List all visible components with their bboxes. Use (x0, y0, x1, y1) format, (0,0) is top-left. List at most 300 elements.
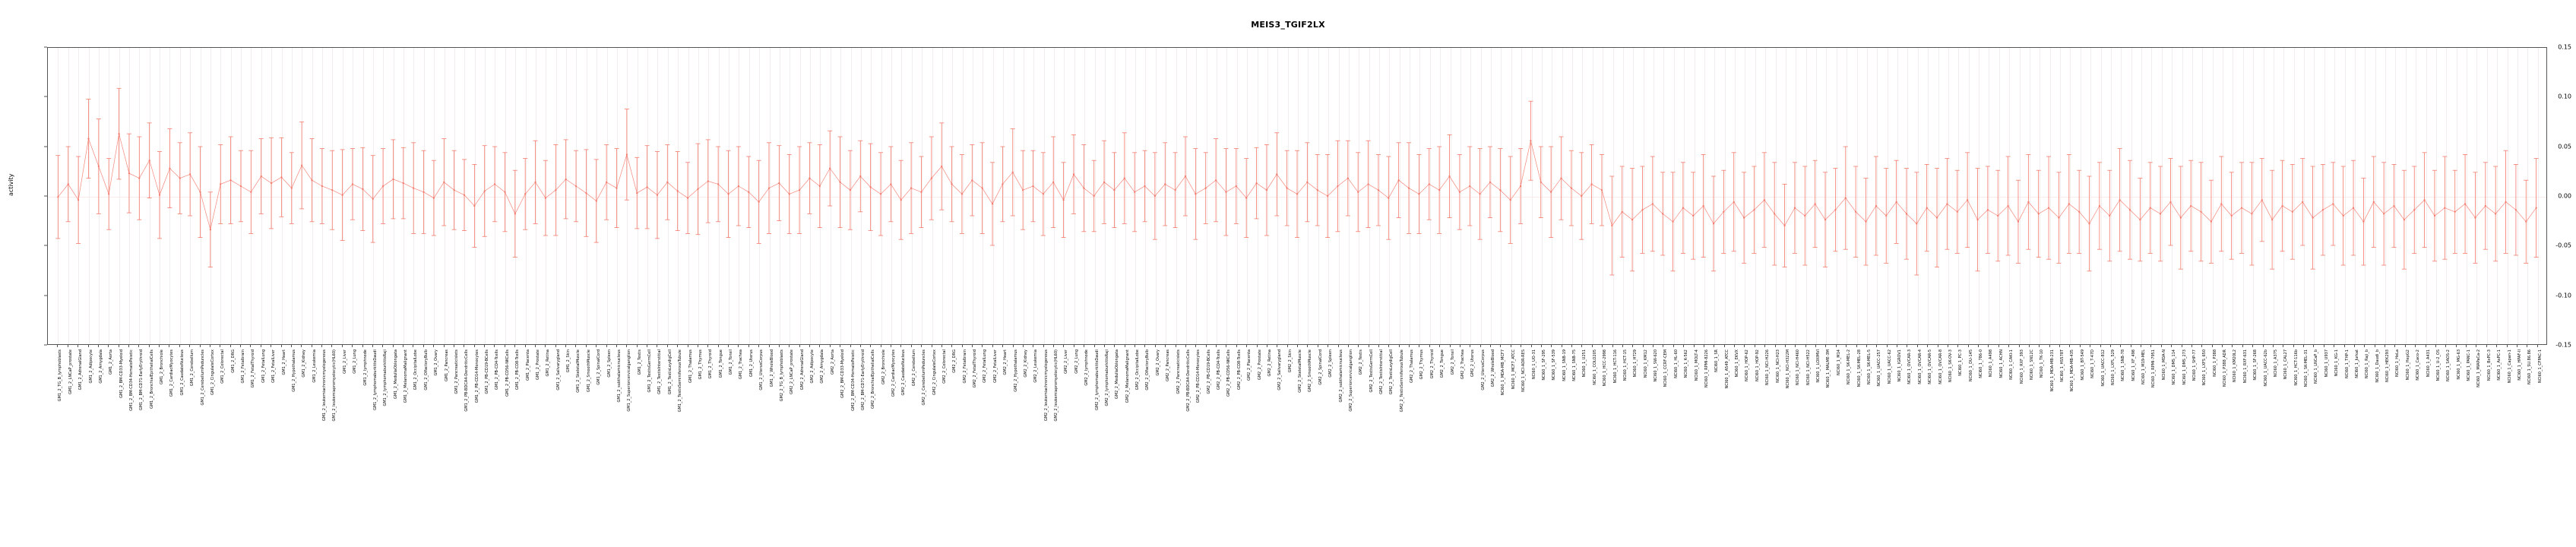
x-tick-label: NCI60_1_UACC-812 (2100, 349, 2106, 387)
x-tick-mark (1795, 345, 1796, 347)
x-tick-label: NCI60_1_NCI-H226 (1765, 349, 1771, 386)
x-tick-label: NCI60_1_SK-OV-3 (1948, 349, 1953, 383)
x-tick-label: GM2_2_Hypothalamus (1013, 349, 1018, 392)
x-tick-mark (2069, 345, 2070, 347)
x-tick-mark (738, 345, 739, 347)
x-tick-label: GM1_2_CardiacMyocytes (169, 349, 175, 397)
x-tick-label: GM2_2_Uterus (1470, 349, 1476, 378)
x-tick-mark (1399, 345, 1400, 347)
x-tick-label: NCI60_1_HPAF-II (2517, 349, 2522, 381)
x-tick-label: GM1_2_Thymus (698, 349, 703, 380)
x-tick-label: NCI60_1_EKVX (1735, 349, 1740, 378)
x-tick-mark (1785, 345, 1786, 347)
x-tick-label: GM2_2_MedullaOblongata (1115, 349, 1120, 400)
data-series (48, 48, 2546, 344)
x-tick-mark (281, 345, 282, 347)
x-tick-label: GM2_2_Tongue (1440, 349, 1445, 378)
x-tick-label: NCI60_1_COLO205 (1592, 349, 1597, 385)
y-tick-label: -0.10 (2555, 292, 2571, 299)
x-tick-label: GM2_2_Cerebellum (911, 349, 916, 387)
x-tick-label: NCI60_1_Caco-2 (2416, 349, 2421, 381)
x-tick-mark (1185, 345, 1186, 347)
x-tick-mark (2242, 345, 2243, 347)
y-tick-label: 0.00 (2558, 192, 2571, 200)
x-tick-mark (2100, 345, 2101, 347)
x-tick-mark (1195, 345, 1196, 347)
x-tick-mark (545, 345, 546, 347)
chart-title: MEIS3_TGIF2LX (1251, 20, 1325, 30)
x-tick-label: GM1_2_Prostate (535, 349, 540, 381)
x-tick-mark (1592, 345, 1593, 347)
x-tick-mark (514, 345, 515, 347)
x-tick-label: GM1_2_Heart (281, 349, 286, 375)
x-tick-label: NCI60_1_RPMI-8226 (1704, 349, 1709, 388)
x-tick-mark (250, 345, 251, 347)
x-tick-label: NCI60_1_UACC-62 (1887, 349, 1892, 384)
x-tick-mark (616, 345, 617, 347)
x-tick-label: NCI60_1_HOP-62 (1745, 349, 1750, 382)
x-tick-mark (342, 345, 343, 347)
x-tick-label: GM1_2_Fetalbrain (241, 349, 246, 384)
x-tick-mark (1856, 345, 1857, 347)
x-tick-label: GM1_2_BM-CD33-Myeloid (119, 349, 124, 398)
y-tick-label: -0.05 (2555, 242, 2571, 249)
x-tick-mark (301, 345, 302, 347)
x-tick-label: NCI60_1_XF_498 (2131, 349, 2136, 381)
x-tick-label: GM1_2_SmoothMuscle (586, 349, 591, 393)
x-tick-mark (1815, 345, 1816, 347)
x-tick-label: NCI60_1_SF-539 (1552, 349, 1557, 381)
x-tick-mark (1581, 345, 1582, 347)
x-tick-mark (2507, 345, 2508, 347)
x-tick-mark (2252, 345, 2253, 347)
x-tick-label: GM1_2_PB-CD14-Monocytes (474, 349, 479, 403)
x-tick-mark (769, 345, 770, 347)
x-tick-label: NCI60_1_M14 (1836, 349, 1841, 375)
x-tick-mark (2110, 345, 2111, 347)
x-tick-label: NCI60_1_CFPAC-1 (2537, 349, 2543, 384)
x-tick-mark (677, 345, 678, 347)
x-tick-label: GM1_2_Testis (637, 349, 642, 375)
x-tick-label: NCI60_1_SF-268 (2253, 349, 2258, 381)
x-tick-mark (911, 345, 912, 347)
x-tick-label: GM1_2_Thalamus (688, 349, 693, 383)
x-tick-mark (667, 345, 668, 347)
x-tick-label: GM1_2_PB-BDCA4-DendriticCells (464, 349, 470, 412)
x-tick-label: NCI60_1_A549_ATCC (1724, 349, 1729, 389)
x-tick-mark (1724, 345, 1725, 347)
x-tick-label: GM2_2_PB-CD8-Tcells (1236, 349, 1242, 390)
x-tick-mark (2405, 345, 2406, 347)
x-tick-mark (1144, 345, 1145, 347)
x-tick-label: GM1_2_Trachea (739, 349, 744, 380)
x-tick-label: GM2_2_Heart (1003, 349, 1008, 375)
x-tick-mark (1439, 345, 1440, 347)
x-tick-mark (321, 345, 322, 347)
x-tick-label: GM2_2_Skin (1287, 349, 1293, 373)
x-tick-mark (240, 345, 241, 347)
x-tick-mark (1917, 345, 1918, 347)
x-tick-label: GM1_2_TestisSeminiferousTubule (678, 349, 683, 413)
x-tick-label: NCI60_1_CCRF-CEM (1663, 349, 1669, 387)
x-tick-label: NCI60_1_HCC-2998 (1603, 349, 1608, 387)
x-tick-mark (2354, 345, 2355, 347)
x-tick-label: NCI60_1_MDA-MB-231 (2049, 349, 2055, 392)
x-tick-label: NCI60_1_BT-549 (2080, 349, 2085, 381)
x-tick-label: GM2_2_CardiacMyocytes (891, 349, 897, 397)
x-tick-label: NCI60_1_LXFS_650 (2202, 349, 2207, 386)
x-tick-mark (2201, 345, 2202, 347)
x-tick-mark (2150, 345, 2151, 347)
x-tick-mark (900, 345, 901, 347)
x-tick-label: NCI60_1_SU.86.86 (2527, 349, 2533, 384)
x-tick-label: NCI60_1_A498 (1989, 349, 1994, 378)
x-tick-mark (382, 345, 383, 347)
x-tick-mark (1409, 345, 1410, 347)
x-tick-label: NCI60_1_HT29 (1633, 349, 1638, 378)
x-tick-label: GM1_2_SkeletalMuscle (576, 349, 581, 393)
x-tick-mark (1500, 345, 1501, 347)
x-tick-mark (1216, 345, 1217, 347)
x-tick-label: NCI60_1_UO-31 (1531, 349, 1536, 380)
x-tick-mark (789, 345, 790, 347)
x-tick-mark (1094, 345, 1095, 347)
x-tick-label: GM2_2_Testis (1359, 349, 1364, 375)
x-tick-label: NCI60_1_IGROV1 (1897, 349, 1903, 382)
x-tick-label: GM2_2_leukemiapromyelocytic(HL60) (1054, 349, 1059, 422)
y-tick-label: 0.05 (2558, 143, 2571, 150)
x-tick-mark (972, 345, 973, 347)
x-tick-mark (830, 345, 831, 347)
x-tick-label: GM2_2_MelanomaMalignant (1125, 349, 1130, 403)
x-tick-label: NCI60_1_NCI-H322M (1785, 349, 1790, 389)
x-tick-label: GM2_2_OccipitalLobe (1135, 349, 1141, 390)
x-tick-label: GM2_2_Thalamus (1410, 349, 1415, 383)
x-tick-label: GM2_2_Ovary (1155, 349, 1160, 376)
x-tick-label: GM2_2_leukemiachronicmyelogenous (1043, 349, 1049, 422)
x-tick-label: GM2_2_TestisSeminiferousTubule (1399, 349, 1404, 413)
x-tick-label: GM1_2_PB-CD19-BCells (485, 349, 490, 394)
x-tick-label: GM1_2_leukemiapromyelocytic(HL60) (332, 349, 337, 422)
x-tick-mark (2303, 345, 2304, 347)
x-tick-label: GM1_2_TestisLeydigCell (667, 349, 672, 395)
x-tick-label: NCI60_1_MDA-MB_MCF7 (1501, 349, 1506, 396)
x-tick-label: GM2_2_Pancreas (1166, 349, 1171, 382)
x-tick-mark (1957, 345, 1958, 347)
x-tick-mark (2313, 345, 2314, 347)
x-tick-mark (2486, 345, 2487, 347)
x-tick-mark (2364, 345, 2365, 347)
x-tick-mark (1043, 345, 1044, 347)
x-tick-mark (1673, 345, 1674, 347)
x-tick-label: GM1_2_Adipocyte (88, 349, 93, 384)
x-tick-label: NCI60_1_HeLa (2395, 349, 2400, 377)
x-tick-label: GM1_2_OccipitalLobe (413, 349, 419, 390)
x-tick-mark (1643, 345, 1644, 347)
x-tick-mark (393, 345, 394, 347)
y-tick-label: 0.10 (2558, 93, 2571, 100)
x-tick-mark (535, 345, 536, 347)
y-tick-label: 0.15 (2558, 43, 2571, 51)
x-tick-label: NCI60_1_SR (1714, 349, 1720, 372)
x-tick-label: GM2_2_Salivarygland (1277, 349, 1283, 390)
x-tick-mark (444, 345, 445, 347)
x-tick-mark (2120, 345, 2121, 347)
x-tick-mark (1531, 345, 1532, 347)
x-tick-mark (1612, 345, 1613, 347)
y-axis-label: activity (8, 173, 14, 196)
x-tick-label: GM2_2_BM-CD33-Myeloid (840, 349, 846, 398)
x-tick-mark (565, 345, 566, 347)
x-tick-mark (149, 345, 150, 347)
x-tick-mark (850, 345, 851, 347)
x-tick-label: GM1_2_lymphomaburkittsRaji (383, 349, 388, 406)
x-tick-label: NCI60_1_AsPC-1 (2497, 349, 2502, 381)
x-tick-label: GM1_2_TestisGermCell (647, 349, 653, 393)
x-tick-mark (352, 345, 353, 347)
x-tick-mark (1165, 345, 1166, 347)
x-tick-label: GM2_2_LNCaP_prostate (790, 349, 795, 394)
x-tick-label: NCI60_1_OVCAR-3 (1907, 349, 1913, 384)
x-tick-mark (1013, 345, 1014, 347)
x-tick-mark (626, 345, 627, 347)
x-tick-label: NCI60_1_OVCAR-8 (1938, 349, 1943, 384)
x-tick-mark (2496, 345, 2497, 347)
x-tick-mark (1683, 345, 1684, 347)
x-tick-label: NCI60_1_PANC-1 (2467, 349, 2471, 381)
x-tick-label: NCI60_1_NCI-H522 (1805, 349, 1811, 386)
x-tick-label: NCI60_1_NCI-H23 (1775, 349, 1780, 383)
x-tick-mark (159, 345, 160, 347)
x-tick-mark (2293, 345, 2294, 347)
x-tick-label: NCI60_1_SNB-78 (2121, 349, 2126, 381)
x-tick-label: GM2_2_lymphnode (1084, 349, 1090, 386)
x-tick-mark (758, 345, 759, 347)
x-tick-mark (586, 345, 587, 347)
x-tick-label: NCI60_1_786-0 (1979, 349, 1984, 378)
x-tick-label: GM2_2_Superiorcervicalganglion (1348, 349, 1353, 412)
x-tick-label: GM2_2_Amygdala (820, 349, 825, 384)
x-tick-label: GM2_2_Aorta (830, 349, 835, 375)
x-tick-mark (1551, 345, 1552, 347)
x-tick-label: GM1_2_Amygdala (98, 349, 103, 384)
x-tick-mark (1541, 345, 1542, 347)
x-tick-mark (1388, 345, 1389, 347)
x-tick-label: GM1_2_BM-CD34-HematoPoietic (128, 349, 134, 411)
x-tick-label: GM2_2_FetalThyroid (973, 349, 978, 388)
x-tick-mark (941, 345, 942, 347)
x-tick-label: GM2_2_lymphomaburkittsDaudi (1094, 349, 1100, 410)
x-tick-label: GM1_2_BM-CD71-EarlyErythroid (139, 349, 144, 411)
x-tick-mark (372, 345, 373, 347)
x-tick-label: NCI60_1_NCI-H460 (1796, 349, 1801, 386)
x-tick-label: GM1_2_LNCaP_prostate (68, 349, 73, 394)
x-tick-label: NCI60_1_DU-145 (1968, 349, 1973, 382)
x-tick-label: GM2_2_Adipocyte (810, 349, 815, 384)
x-tick-label: GM1_2_leukemiachronicmyelogenous (322, 349, 328, 422)
x-tick-label: NCI60_1_HOP-92 (1755, 349, 1760, 382)
x-tick-label: GM1_2_Colorectal (220, 349, 226, 384)
x-tick-label: GM2_2_Retina (1267, 349, 1272, 377)
x-tick-label: NCI60_1_DMS_273 (2182, 349, 2187, 385)
x-tick-mark (1988, 345, 1989, 347)
x-tick-label: GM1_2_UterusCorpus (759, 349, 764, 390)
x-tick-mark (189, 345, 190, 347)
x-tick-label: NCI60_1_P388 (2212, 349, 2217, 377)
x-tick-mark (1653, 345, 1654, 347)
x-tick-label: NCI60_1_THP-1 (2344, 349, 2350, 378)
x-tick-label: GM2_2_PB-CD4-Tcells (1217, 349, 1221, 390)
x-tick-label: NCI60_1_HS578T (2060, 349, 2065, 382)
x-tick-label: GM2_2_lymphomaburkittsRaji (1104, 349, 1109, 406)
x-tick-label: GM2_2_Bronchiole (881, 349, 886, 384)
x-tick-mark (88, 345, 89, 347)
x-tick-label: GM1_2_WholeBlood (769, 349, 774, 387)
x-tick-label: NCI60_1_P388_ADR (2223, 349, 2228, 387)
x-tick-label: NCI60_1_HEK293 (2385, 349, 2391, 382)
x-tick-label: NCI60_1_U937 (2324, 349, 2329, 378)
x-tick-label: NCI60_1_MALME-3M (1826, 349, 1831, 388)
x-tick-mark (1114, 345, 1115, 347)
x-tick-label: GM2_2_BM-CD34-HematoPoietic (850, 349, 856, 411)
x-tick-label: GM1_2_SpinalCord (597, 349, 602, 385)
x-tick-label: GM2_2_Thymus (1419, 349, 1425, 380)
x-tick-mark (1622, 345, 1623, 347)
x-tick-label: GM2_2_CaudateNucleus (901, 349, 907, 396)
x-tick-mark (2466, 345, 2467, 347)
x-tick-mark (2029, 345, 2030, 347)
x-tick-label: NCI60_1_RXF_393 (2019, 349, 2024, 384)
x-tick-label: NCI60_1_SN12C (2029, 349, 2034, 381)
x-tick-mark (2212, 345, 2213, 347)
x-tick-mark (1053, 345, 1054, 347)
x-tick-label: GM1_2_FetalThyroid (251, 349, 256, 388)
x-tick-label: GM2_2_CingulateCortex (932, 349, 937, 395)
x-tick-label: NCI60_1_PC-3 (1958, 349, 1964, 376)
x-tick-mark (1338, 345, 1339, 347)
x-tick-label: GM1_2_subthalamicnucleus (616, 349, 622, 403)
x-tick-label: GM1_2_Spleen (606, 349, 612, 378)
x-tick-mark (962, 345, 963, 347)
x-tick-label: GM2_2_SkeletalMuscle (1298, 349, 1302, 393)
x-tick-label: NCI60_1_LNCaP_b (2314, 349, 2319, 384)
x-tick-mark (1927, 345, 1928, 347)
x-tick-label: GM1_2_OlfactoryBulb (423, 349, 429, 390)
x-tick-label: GM2_2_AdrenalGland (799, 349, 805, 390)
x-tick-mark (575, 345, 576, 347)
x-tick-label: NCI60_1_A431 (2426, 349, 2431, 378)
x-tick-label: NCI60_1_A375 (2273, 349, 2278, 378)
x-tick-mark (1846, 345, 1847, 347)
x-tick-label: GM2_2_CerebellumPeduncles (922, 349, 927, 406)
x-tick-label: GM1_2_FetalLung (261, 349, 266, 383)
x-tick-label: GM2_2_BM-CD71-EarlyErythroid (860, 349, 866, 411)
x-tick-label: NCI60_1_SK-MEL-31 (2304, 349, 2309, 387)
x-tick-mark (748, 345, 749, 347)
x-tick-label: NCI60_1_SK-MEL-5 (1866, 349, 1872, 385)
x-tick-mark (1307, 345, 1308, 347)
x-tick-label: GM2_2_Spleen (1328, 349, 1334, 378)
x-tick-mark (1571, 345, 1572, 347)
x-tick-label: NCI60_1_SK-MEL-2 (1847, 349, 1852, 385)
x-tick-label: NCI60_1_SAOS-2 (2446, 349, 2451, 381)
x-tick-label: GM1_2_lymphnode (362, 349, 368, 386)
x-tick-label: GM2_2_TestisLeydigCell (1389, 349, 1394, 395)
x-tick-mark (1257, 345, 1258, 347)
x-tick-label: NCI60_1_Raji_b (2365, 349, 2370, 379)
x-tick-mark (200, 345, 201, 347)
x-tick-label: GM2_2_Lung (1074, 349, 1079, 374)
x-tick-mark (1287, 345, 1288, 347)
x-tick-label: NCI60_1_MOLT-4 (1694, 349, 1699, 381)
x-tick-mark (2394, 345, 2395, 347)
x-tick-mark (128, 345, 129, 347)
x-tick-mark (809, 345, 810, 347)
x-tick-mark (799, 345, 800, 347)
x-tick-mark (992, 345, 993, 347)
x-tick-mark (433, 345, 434, 347)
x-tick-label: GM1_2_Tongue (718, 349, 723, 378)
x-tick-mark (2537, 345, 2538, 347)
x-tick-mark (2445, 345, 2446, 347)
x-tick-label: GM2_2_WholeBlood (1491, 349, 1496, 387)
x-tick-label: GM2_2_Trachea (1460, 349, 1465, 380)
x-tick-label: NCI60_1_HL-60 (1673, 349, 1679, 378)
x-tick-mark (870, 345, 871, 347)
x-tick-label: NCI60_1_CAKI-1 (2009, 349, 2014, 380)
x-tick-label: NCI60_1_LOXIMVI (1816, 349, 1821, 383)
x-tick-label: NCI60_1_SK-MEL-28 (1856, 349, 1862, 387)
x-tick-label: GM2_2_UterusCorpus (1480, 349, 1486, 390)
x-tick-label: GM1_2_PB-CD4-Tcells (495, 349, 500, 390)
x-tick-label: GM1_2_Liver (342, 349, 347, 374)
x-tick-mark (2415, 345, 2416, 347)
x-tick-mark (1236, 345, 1237, 347)
x-tick-label: NCI60_1_U-2_OS (2435, 349, 2441, 381)
x-tick-label: GM1_2_Superiorcervicalganglion (627, 349, 632, 412)
x-tick-label: GM2_2_FetalLiver (992, 349, 998, 383)
x-tick-label: NCI60_1_HCT-15 (1622, 349, 1628, 381)
x-tick-mark (230, 345, 231, 347)
x-tick-mark (707, 345, 708, 347)
x-tick-label: NCI60_1_SNB-19 (1562, 349, 1567, 381)
x-tick-label: NCI60_1_NCI-ADR-RES (1521, 349, 1527, 392)
x-tick-mark (2191, 345, 2192, 347)
x-tick-mark (596, 345, 597, 347)
x-tick-label: NCI60_1_HCT-116 (1612, 349, 1618, 384)
x-tick-mark (1480, 345, 1481, 347)
x-tick-label: GM1_2_FetalLiver (271, 349, 277, 383)
x-tick-mark (1825, 345, 1826, 347)
x-tick-label: NCI60_1_UACC-62b (2263, 349, 2268, 387)
x-tick-mark (1836, 345, 1837, 347)
x-tick-label: GM2_2_Fetalbrain (962, 349, 967, 384)
x-tick-label: NCI60_1_MIAPaCa-2 (2476, 349, 2482, 387)
x-tick-label: GM1_2_PB-CD8-Tcells (515, 349, 521, 390)
x-tick-mark (1104, 345, 1105, 347)
x-tick-label: NCI60_1_MG-63 (2456, 349, 2461, 380)
x-tick-label: NCI60_1_MDA-MB-435 (2070, 349, 2075, 392)
x-tick-label: GM2_2_Liver (1064, 349, 1069, 374)
x-tick-mark (57, 345, 58, 347)
x-tick-mark (1002, 345, 1003, 347)
x-tick-mark (1775, 345, 1776, 347)
x-tick-label: GM2_2_OlfactoryBulb (1145, 349, 1150, 390)
x-tick-label: GM1_2_TestisInterstitial (657, 349, 663, 394)
x-tick-label: GM1_2_Uterus (748, 349, 754, 378)
x-tick-label: GM2_2_Kidney (1023, 349, 1028, 378)
x-tick-mark (98, 345, 99, 347)
